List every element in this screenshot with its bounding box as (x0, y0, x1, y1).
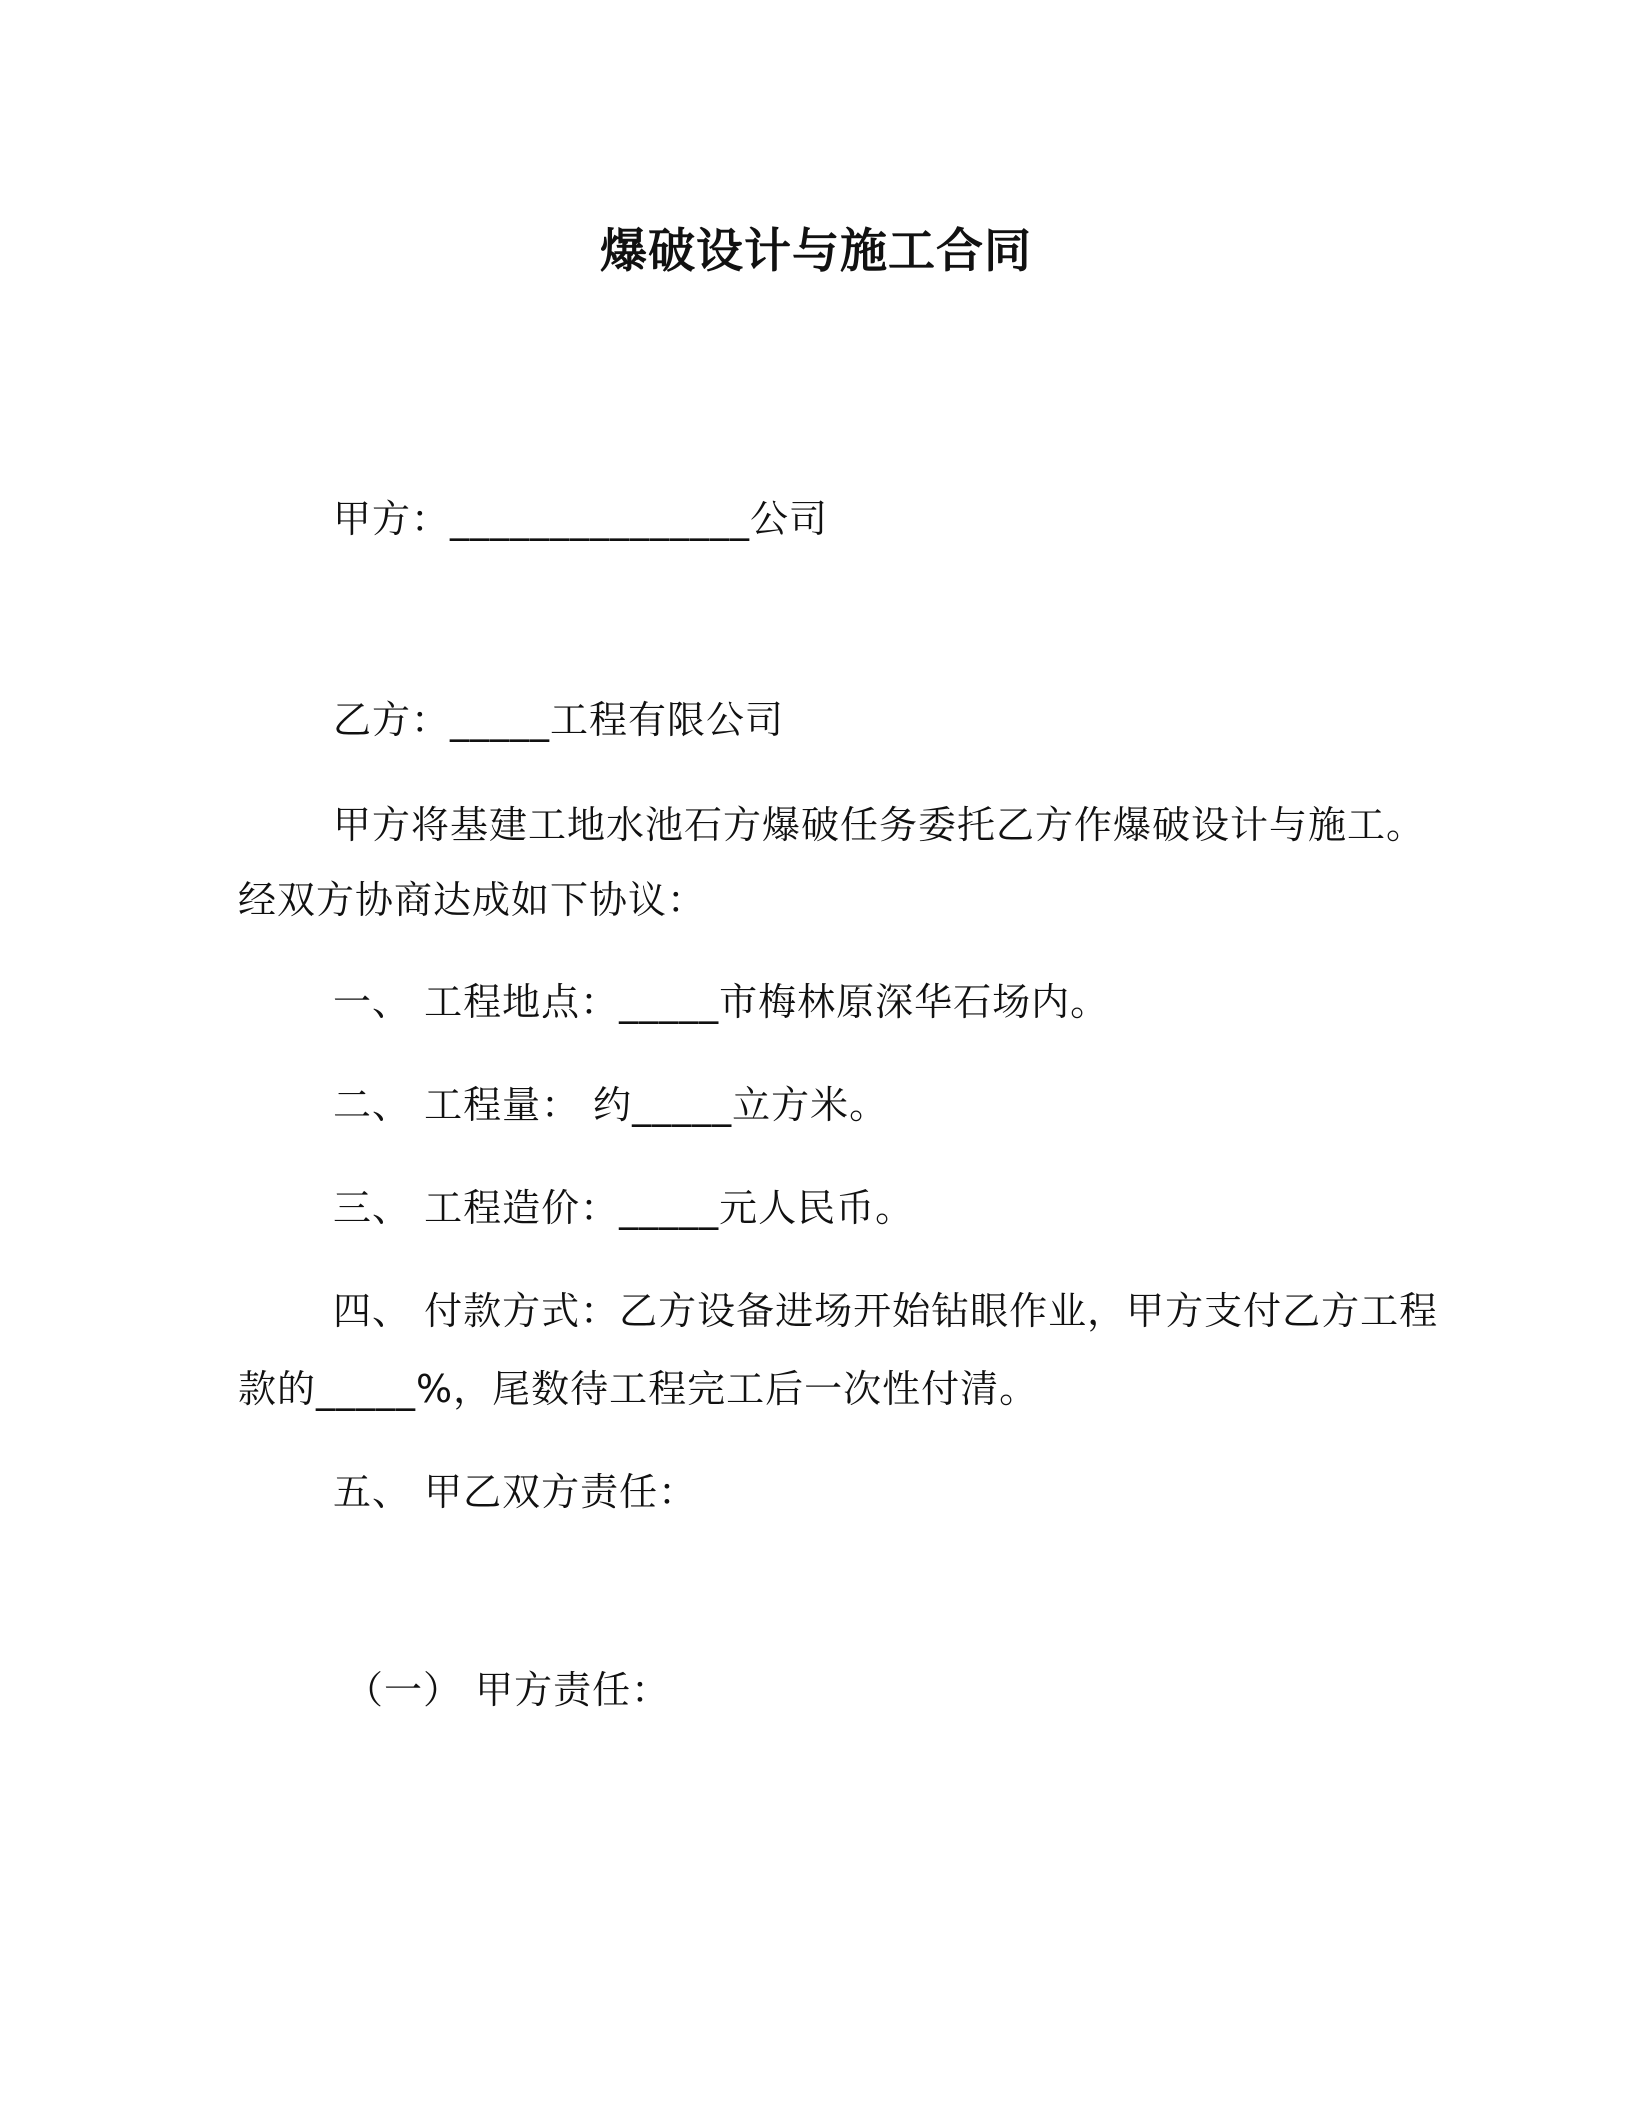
intro-paragraph-line-1: 甲方将基建工地水池石方爆破任务委托乙方作爆破设计与施工。 (333, 803, 1426, 847)
party-a-line: 甲方：_______________公司 (333, 497, 829, 541)
party-b-line: 乙方：_____工程有限公司 (333, 698, 785, 742)
clause-4-payment-line-2: 款的_____%，尾数待工程完工后一次性付清。 (238, 1367, 1039, 1411)
clause-4-payment-line-1: 四、 付款方式：乙方设备进场开始钻眼作业，甲方支付乙方工程 (333, 1289, 1439, 1333)
document-title: 爆破设计与施工合同 (600, 224, 1032, 279)
intro-paragraph-line-2: 经双方协商达成如下协议： (238, 878, 707, 922)
sub-clause-party-a-responsibility: （一） 甲方责任： (345, 1668, 671, 1712)
clause-5-responsibilities: 五、 甲乙双方责任： (333, 1470, 698, 1514)
clause-1-location: 一、 工程地点：_____市梅林原深华石场内。 (333, 980, 1110, 1024)
clause-2-quantity: 二、 工程量： 约_____立方米。 (333, 1083, 889, 1127)
clause-3-cost: 三、 工程造价：_____元人民币。 (333, 1186, 915, 1230)
